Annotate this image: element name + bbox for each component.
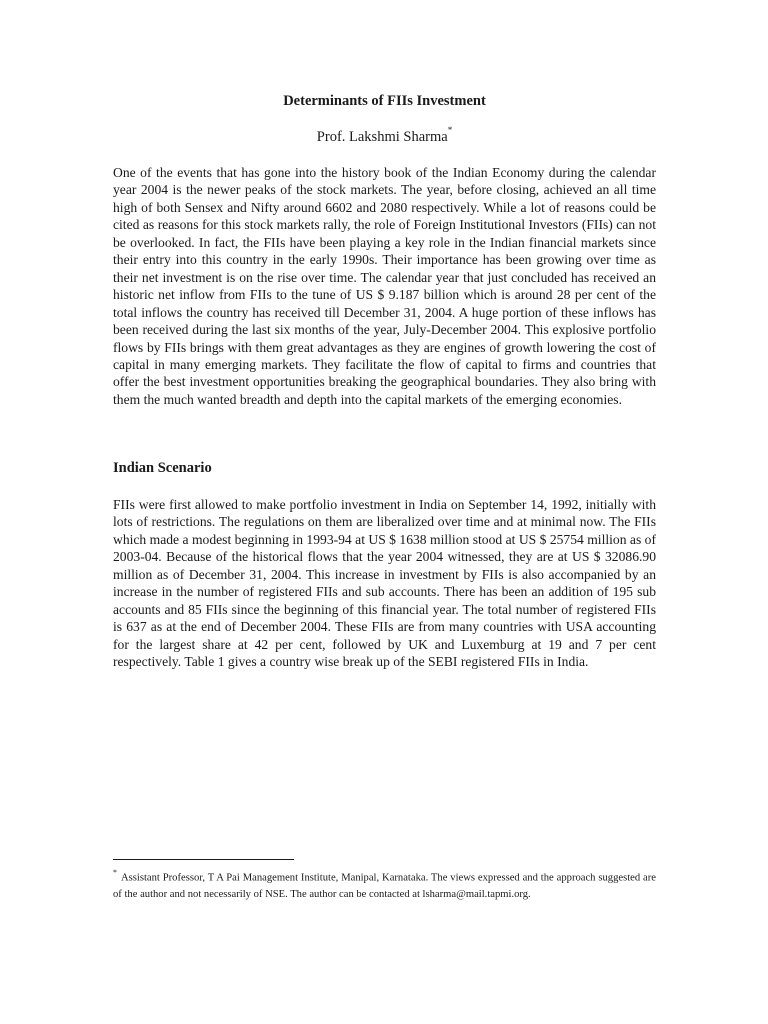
author-line	[113, 127, 656, 146]
author-footnote-mark: *	[447, 125, 453, 135]
section-heading-indian-scenario: Indian Scenario	[113, 460, 212, 476]
footnote-text: Assistant Professor, T A Pai Management Institute, Manipal, Karnataka. The views expressed and the approach suggested are of the author and not necessarily of NSE. The author can be contacted at lsharma@mail.tapmi.org.	[113, 872, 656, 901]
footnote-mark: *	[113, 868, 117, 877]
document-title: Determinants of FIIs Investment	[283, 93, 486, 109]
intro-paragraph: One of the events that has gone into the history book of the Indian Economy during the calendar year 2004 is the newer peaks of the stock markets. The year, before closing, achieved an all time high of both Sensex and Nifty around 6602 and 2080 respectively. While a lot of reasons could be cited as reasons for this stock markets rally, the role of Foreign Institutional Investors (FIIs) can not be overlooked. In fact, the FIIs have been playing a key role in the Indian financial markets since their entry into this country in the early 1990s. Their importance has been growing over time as their net investment is on the rise over time. The calendar year that just concluded has received an historic net inflow from FIIs to the tune of US $ 9.187 billion which is around 28 per cent of the total inflows the country has received till December 31, 2004. A huge portion of these inflows has been received during the last six months of the year, July-December 2004. This explosive portfolio flows by FIIs brings with them great advantages as they are engines of growth lowering the cost of capital in many emerging markets. They facilitate the flow of capital to firms and countries that offer the best investment opportunities breaking the geographical boundaries. They also bring with them the much wanted breadth and depth into the capital markets of the emerging economies.	[113, 165, 656, 407]
author-name: Prof. Lakshmi Sharma	[316, 128, 448, 145]
indian-scenario-paragraph: FIIs were first allowed to make portfolio investment in India on September 14, 1992, initially with lots of restrictions. The regulations on them are liberalized over time and at minimal now. The FIIs which made a modest beginning in 1993-94 at US $ 1638 million stood at US $ 25754 million as of 2003-04. Because of the historical flows that the year 2004 witnessed, they are at US $ 32086.90 million as of December 31, 2004. This increase in investment by FIIs is also accompanied by an increase in the number of registered FIIs and sub accounts. There has been an addition of 195 sub accounts and 85 FIIs since the beginning of this financial year. The total number of registered FIIs is 637 as at the end of December 2004. These FIIs are from many countries with USA accounting for the largest share at 42 per cent, followed by UK and Luxemburg at 19 and 7 per cent respectively. Table 1 gives a country wise break up of the SEBI registered FIIs in India.	[113, 497, 656, 670]
footnote-separator	[113, 859, 294, 860]
footnote	[113, 866, 656, 904]
